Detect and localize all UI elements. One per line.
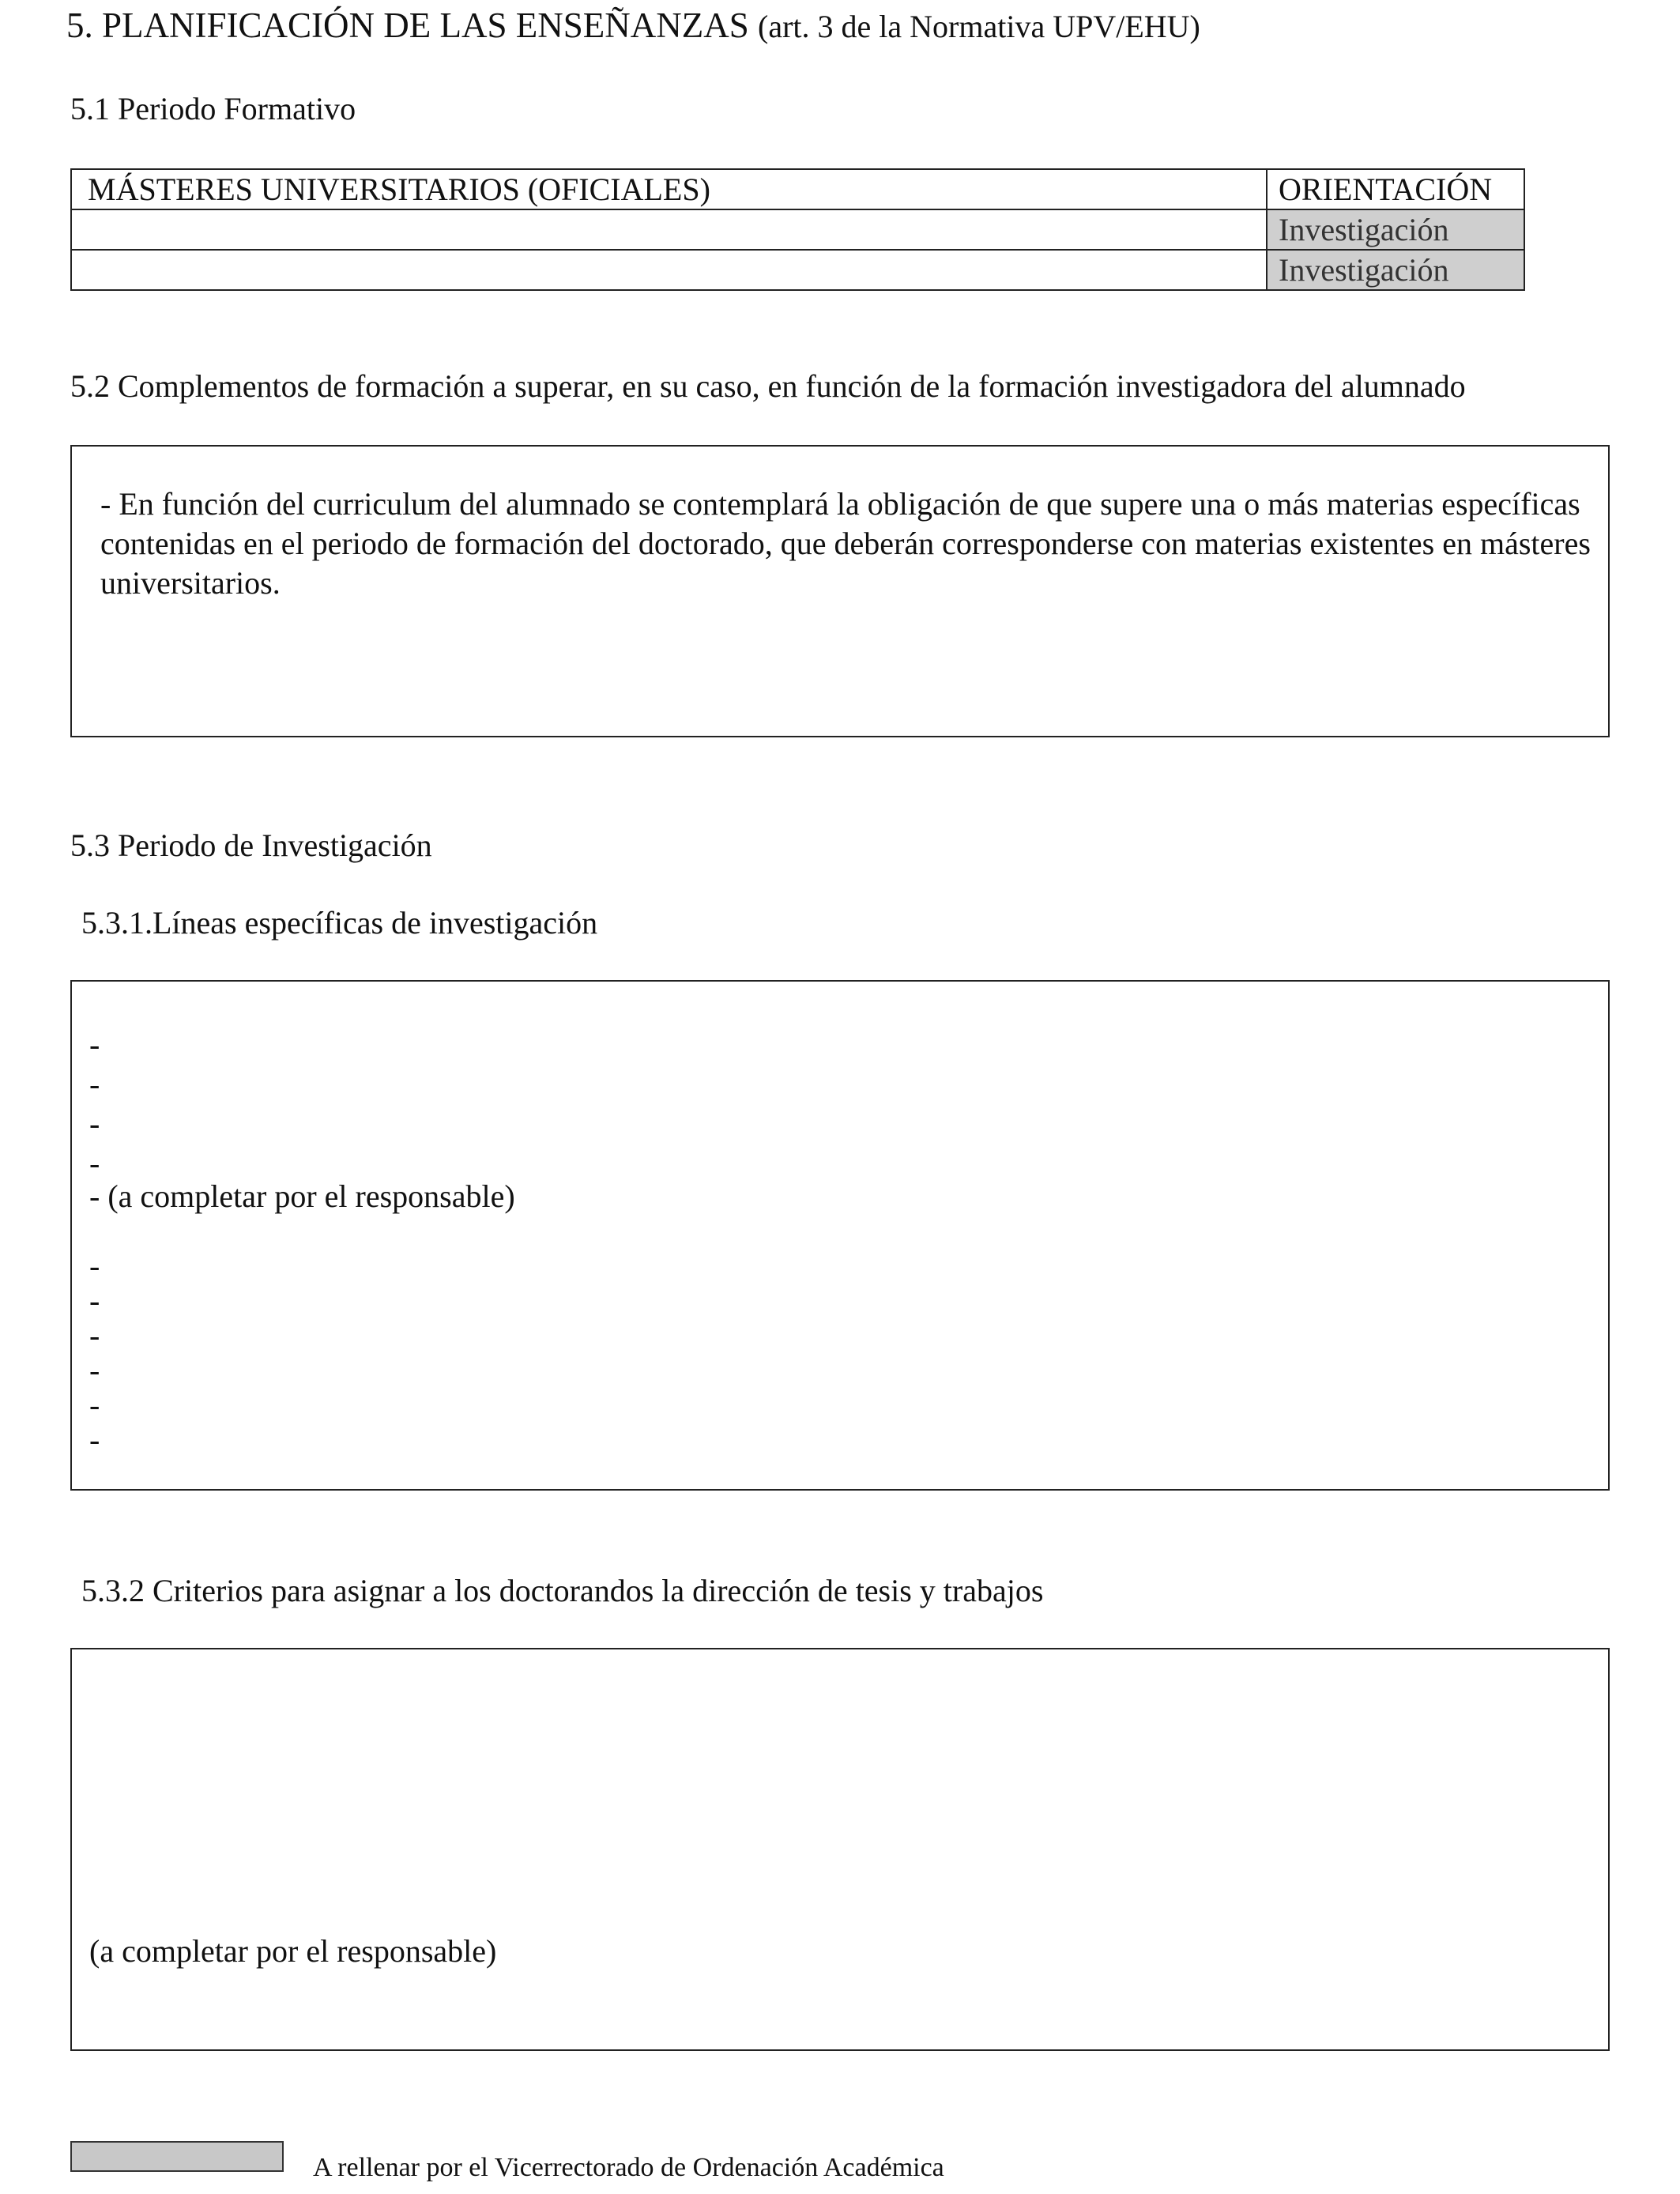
table-header-row — [71, 169, 1524, 209]
criterios-placeholder: (a completar por el responsable) — [89, 1933, 497, 1969]
legend-swatch — [70, 2141, 284, 2172]
heading-5-3-1: 5.3.1.Líneas específicas de investigación — [81, 905, 598, 941]
section-title-main: 5. PLANIFICACIÓN DE LAS ENSEÑANZAS — [66, 6, 749, 45]
research-line-item: - — [89, 1318, 100, 1353]
research-line-placeholder: - (a completar por el responsable) — [89, 1178, 515, 1214]
research-line-item: - — [89, 1145, 100, 1181]
orientation-cell: Investigación — [1267, 250, 1524, 290]
research-line-item: - — [89, 1387, 100, 1423]
criterios-box — [70, 1648, 1610, 2051]
section-title-reference: (art. 3 de la Normativa UPV/EHU) — [758, 9, 1200, 44]
research-line-item: - — [89, 1066, 100, 1102]
master-name-cell[interactable] — [71, 209, 1267, 250]
complementos-box — [70, 445, 1610, 737]
table-row — [71, 250, 1524, 290]
heading-5-1: 5.1 Periodo Formativo — [70, 91, 356, 126]
orientation-cell: Investigación — [1267, 209, 1524, 250]
master-name-cell[interactable] — [71, 250, 1267, 290]
research-line-item: - — [89, 1248, 100, 1284]
research-line-item: - — [89, 1027, 100, 1062]
table-row — [71, 209, 1524, 250]
research-line-item: - — [89, 1422, 100, 1457]
header-masters: MÁSTERES UNIVERSITARIOS (OFICIALES) — [71, 169, 1267, 209]
complementos-text: - En función del curriculum del alumnado se contemplará la obligación de que supere una o más materias específicas contenidas en el periodo de formación del doctorado, que deberán corresponderse con materias existentes en másteres universitarios. — [100, 486, 1591, 601]
research-line-item: - — [89, 1283, 100, 1318]
research-line-item: - — [89, 1352, 100, 1388]
heading-5-2: 5.2 Complementos de formación a superar, en su caso, en función de la formación investigadora del alumnado — [70, 368, 1466, 404]
section-title — [66, 5, 1200, 46]
header-orientacion: ORIENTACIÓN — [1267, 169, 1524, 209]
research-line-item: - — [89, 1106, 100, 1141]
lineas-investigacion-box — [70, 980, 1610, 1491]
heading-5-3: 5.3 Periodo de Investigación — [70, 827, 432, 863]
masters-table — [70, 168, 1525, 291]
heading-5-3-2: 5.3.2 Criterios para asignar a los doctorandos la dirección de tesis y trabajos — [81, 1573, 1044, 1608]
legend-text: A rellenar por el Vicerrectorado de Ordenación Académica — [313, 2153, 944, 2182]
